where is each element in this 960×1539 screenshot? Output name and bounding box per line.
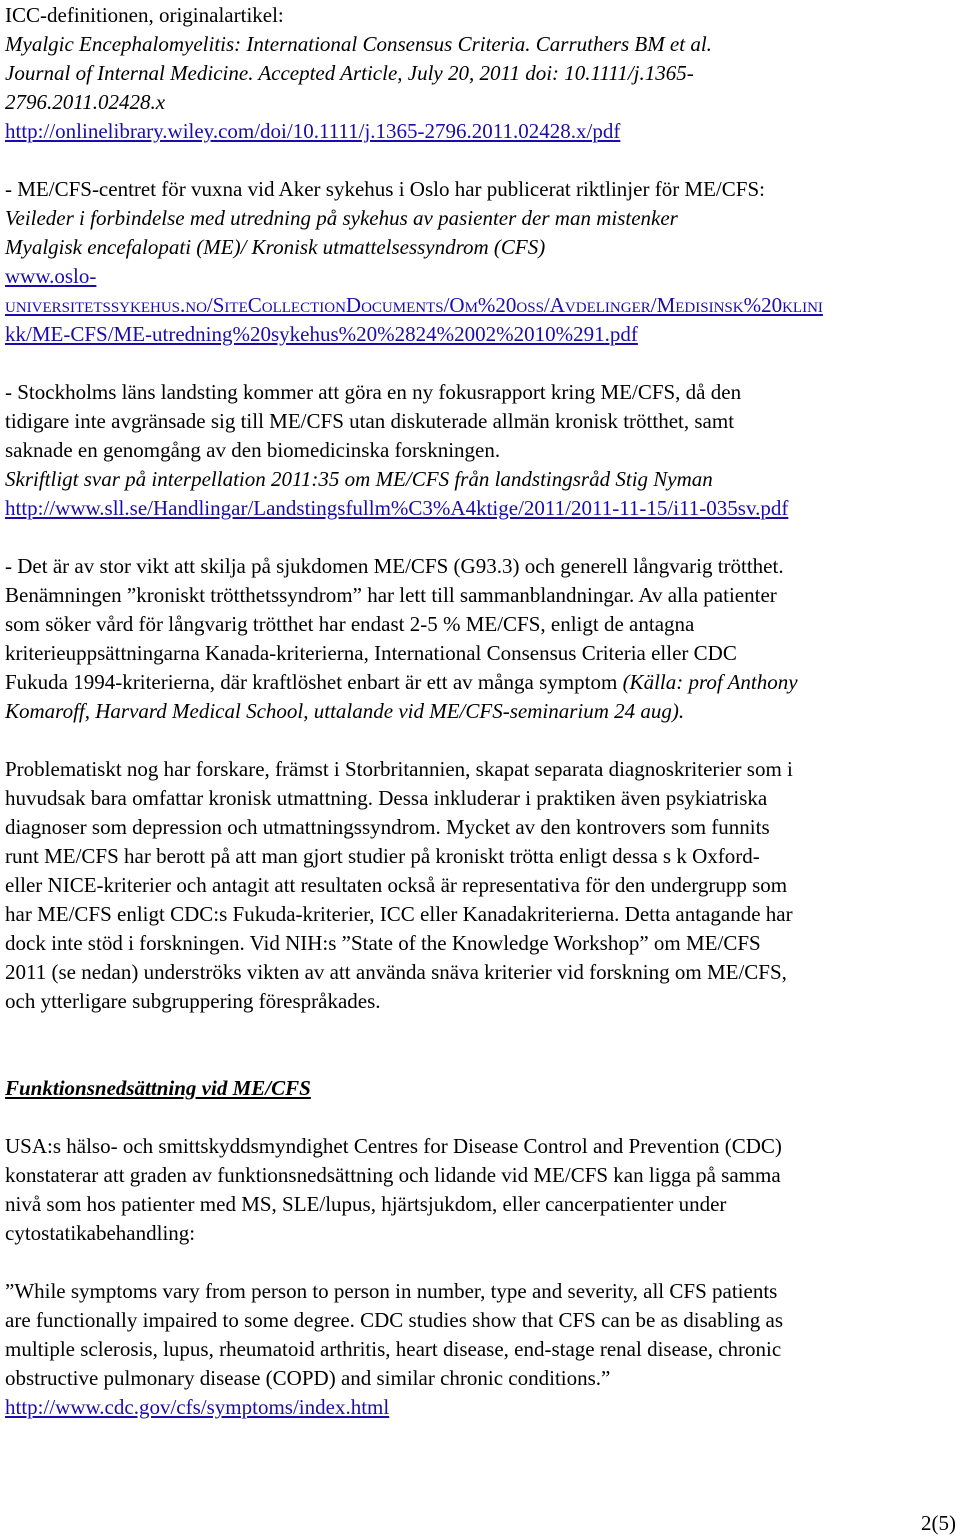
article-citation: Journal of Internal Medicine. Accepted Article, July 20, 2011 doi: 10.1111/j.1365- <box>5 61 694 85</box>
problem-line: diagnoser som depression och utmattningssyndrom. Mycket av den kontrovers som funnits <box>5 815 770 839</box>
distinction-source: (Källa: prof Anthony <box>622 670 798 694</box>
oslo-paragraph <box>5 175 955 349</box>
oslo-intro: - ME/CFS-centret för vuxna vid Aker sykehus i Oslo har publicerat riktlinjer för ME/CFS: <box>5 177 765 201</box>
quote-line: ”While symptoms vary from person to person in number, type and severity, all CFS patients <box>5 1279 778 1303</box>
cdc-line: USA:s hälso- och smittskyddsmyndighet Centres for Disease Control and Prevention (CDC) <box>5 1134 782 1158</box>
distinction-line: Benämningen ”kroniskt trötthetssyndrom” har lett till sammanblandningar. Av alla patienter <box>5 583 777 607</box>
cdc-quote <box>5 1277 955 1422</box>
cdc-link[interactable]: http://www.cdc.gov/cfs/symptoms/index.html <box>5 1395 390 1419</box>
stockholm-line: tidigare inte avgränsade sig till ME/CFS utan diskuterade allmän kronisk trötthet, samt <box>5 409 735 433</box>
distinction-line <box>5 668 955 697</box>
oslo-guide-title: Veileder i forbindelse med utredning på sykehus av pasienter der man mistenker <box>5 206 678 230</box>
document-body <box>5 1 955 1422</box>
stockholm-paragraph <box>5 378 955 523</box>
section-heading <box>5 1074 955 1103</box>
problem-line: 2011 (se nedan) underströks vikten av att använda snäva kriterier vid forskning om ME/CFS, <box>5 960 787 984</box>
distinction-line: kriterieuppsättningarna Kanada-kriterierna, International Consensus Criteria eller CDC <box>5 641 737 665</box>
quote-line: multiple sclerosis, lupus, rheumatoid arthritis, heart disease, end-stage renal disease, chronic <box>5 1337 782 1361</box>
problem-line: eller NICE-kriterier och antagit att resultaten också är representativa för den undergrupp som <box>5 873 788 897</box>
oslo-link-part3[interactable]: kk/ME-CFS/ME-utredning%20sykehus%20%2824%2002%2010%291.pdf <box>5 322 638 346</box>
article-title: Myalgic Encephalomyelitis: International Consensus Criteria. Carruthers BM et al. <box>5 32 712 56</box>
distinction-paragraph <box>5 552 955 726</box>
problem-line: Problematiskt nog har forskare, främst i Storbritannien, skapat separata diagnoskriterier som i <box>5 757 793 781</box>
problem-paragraph <box>5 755 955 1016</box>
quote-line: obstructive pulmonary disease (COPD) and similar chronic conditions.” <box>5 1366 611 1390</box>
distinction-line: som söker vård för långvarig trötthet har endast 2-5 % ME/CFS, enligt de antagna <box>5 612 695 636</box>
oslo-link-part2[interactable]: universitetssykehus.no/SiteCollectionDocuments/Om%20oss/Avdelinger/Medisinsk%20klini <box>5 293 823 317</box>
article-citation-cont: 2796.2011.02428.x <box>5 90 166 114</box>
stockholm-line: saknade en genomgång av den biomedicinska forskningen. <box>5 438 501 462</box>
problem-line: och ytterligare subgruppering förespråkades. <box>5 989 381 1013</box>
oslo-guide-title-cont: Myalgisk encefalopati (ME)/ Kronisk utmattelsessyndrom (CFS) <box>5 235 546 259</box>
distinction-source-cont: Komaroff, Harvard Medical School, uttalande vid ME/CFS-seminarium 24 aug). <box>5 699 685 723</box>
problem-line: huvudsak bara omfattar kronisk utmattning. Dessa inkluderar i praktiken även psykiatriska <box>5 786 768 810</box>
quote-line: are functionally impaired to some degree. CDC studies show that CFS can be as disabling as <box>5 1308 784 1332</box>
cdc-line: cytostatikabehandling: <box>5 1221 196 1245</box>
distinction-text: Fukuda 1994-kriterierna, där kraftlöshet enbart är ett av många symptom <box>5 670 623 694</box>
cdc-paragraph <box>5 1132 955 1248</box>
stockholm-source: Skriftligt svar på interpellation 2011:35 om ME/CFS från landstingsråd Stig Nyman <box>5 467 713 491</box>
header-block <box>5 1 955 146</box>
problem-line: runt ME/CFS har berott på att man gjort studier på kroniskt trötta enligt dessa s k Oxford- <box>5 844 760 868</box>
problem-line: har ME/CFS enligt CDC:s Fukuda-kriterier, ICC eller Kanadakriterierna. Detta antagande har <box>5 902 793 926</box>
stockholm-line: - Stockholms läns landsting kommer att göra en ny fokusrapport kring ME/CFS, då den <box>5 380 742 404</box>
problem-line: dock inte stöd i forskningen. Vid NIH:s ”State of the Knowledge Workshop” om ME/CFS <box>5 931 761 955</box>
header-line: ICC-definitionen, originalartikel: <box>5 3 284 27</box>
page-number: 2(5) <box>921 1511 956 1535</box>
distinction-line: - Det är av stor vikt att skilja på sjukdomen ME/CFS (G93.3) och generell långvarig trötthet. <box>5 554 784 578</box>
section-heading-text: Funktionsnedsättning vid ME/CFS <box>5 1076 311 1100</box>
cdc-line: konstaterar att graden av funktionsnedsättning och lidande vid ME/CFS kan ligga på samma <box>5 1163 781 1187</box>
sll-link[interactable]: http://www.sll.se/Handlingar/Landstingsfullm%C3%A4ktige/2011/2011-11-15/i11-035sv.pdf <box>5 496 789 520</box>
wiley-link[interactable]: http://onlinelibrary.wiley.com/doi/10.1111/j.1365-2796.2011.02428.x/pdf <box>5 119 621 143</box>
oslo-link-part1[interactable]: www.oslo- <box>5 264 97 288</box>
cdc-line: nivå som hos patienter med MS, SLE/lupus, hjärtsjukdom, eller cancerpatienter under <box>5 1192 727 1216</box>
